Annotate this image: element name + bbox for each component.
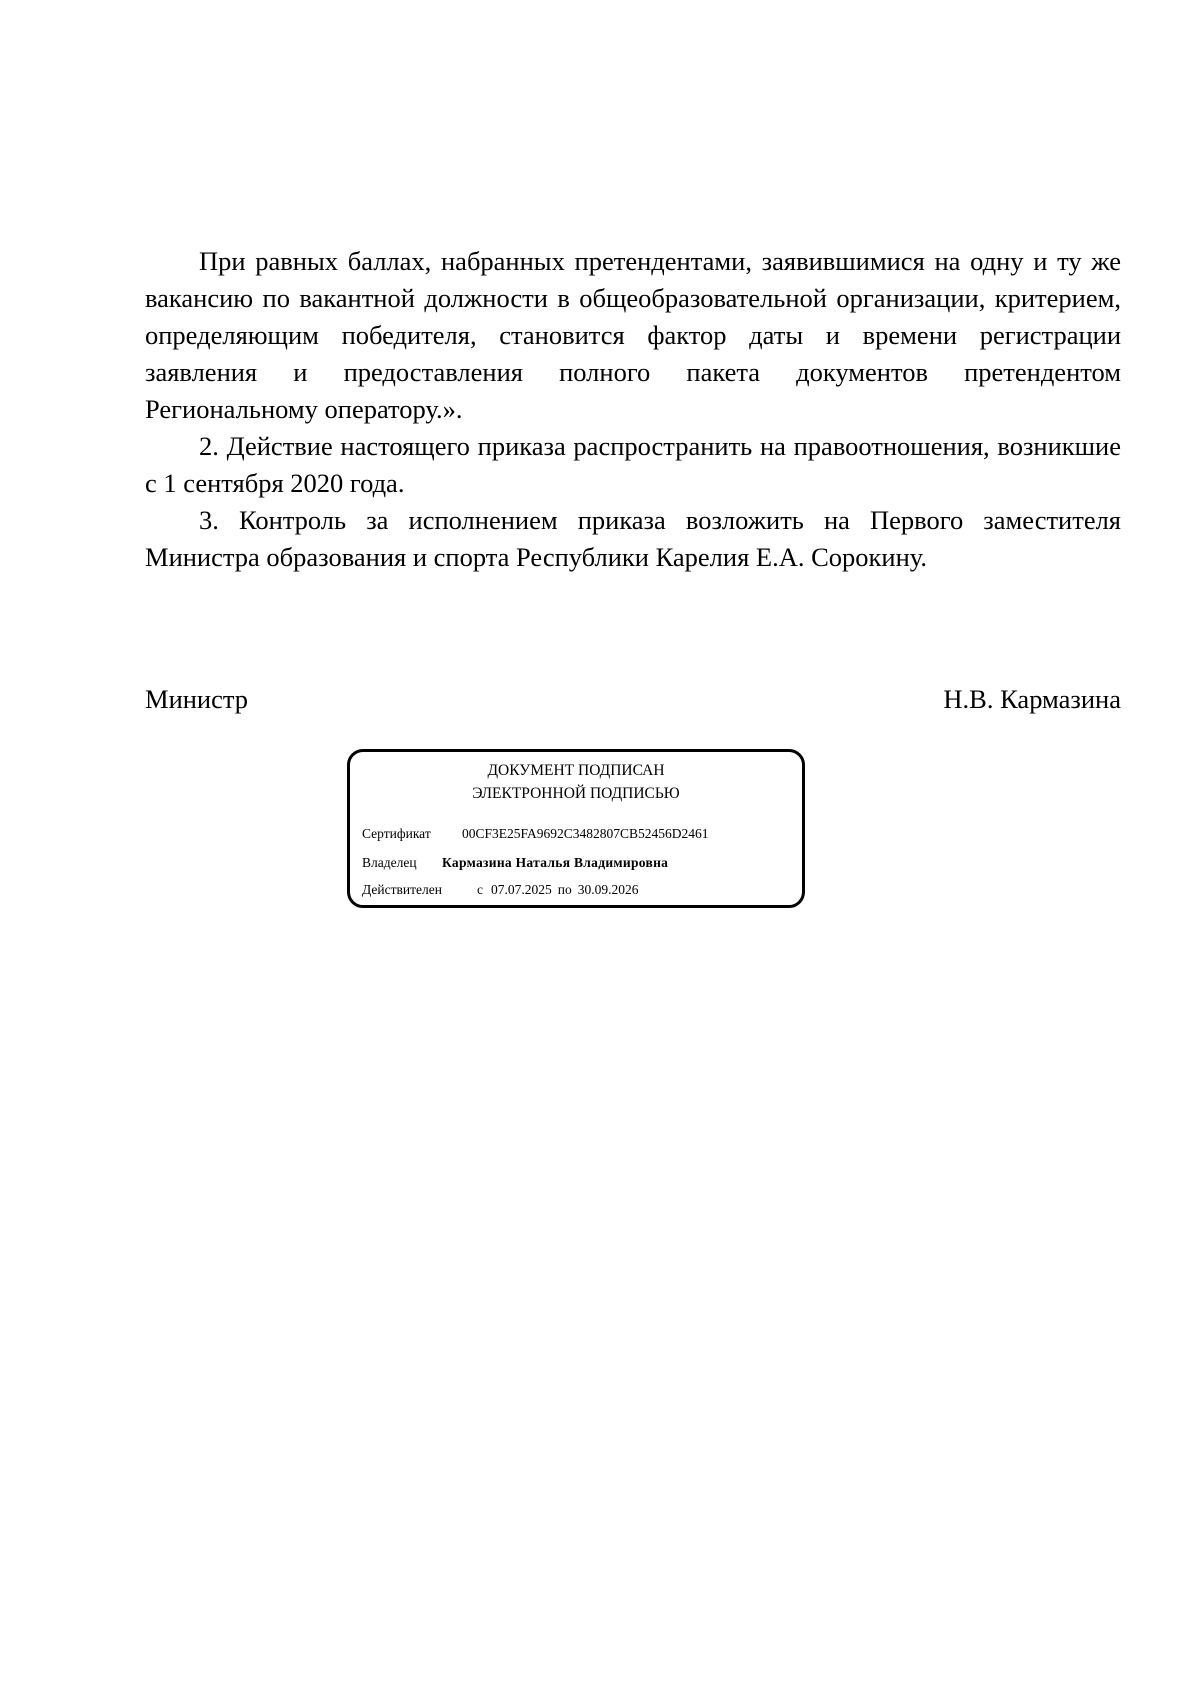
valid-label: Действителен xyxy=(362,882,442,897)
certificate-label: Сертификат xyxy=(362,826,431,841)
stamp-title-line2: ЭЛЕКТРОННОЙ ПОДПИСЬЮ xyxy=(472,785,680,802)
valid-from-word: с xyxy=(477,882,483,897)
valid-to-word: по xyxy=(557,882,572,897)
electronic-signature-stamp xyxy=(347,749,805,908)
document-body xyxy=(145,243,1121,576)
owner-label: Владелец xyxy=(362,855,417,870)
valid-from-date: 07.07.2025 xyxy=(491,882,552,897)
signatory-name: Н.В. Кармазина xyxy=(943,684,1121,714)
stamp-certificate-row xyxy=(362,825,792,843)
stamp-validity-row xyxy=(362,881,792,899)
stamp-title-line1: ДОКУМЕНТ ПОДПИСАН xyxy=(487,762,665,779)
certificate-value: 00CF3E25FA9692C3482807CB52456D2461 xyxy=(462,826,709,841)
paragraph-control: 3. Контроль за исполнением приказа возложить на Первого заместителя Министра образования и спорта Республики Карелия Е.А. Сорокину. xyxy=(145,505,1121,572)
signatory-position: Министр xyxy=(145,684,249,714)
signature-block xyxy=(145,681,1121,718)
valid-to-date: 30.09.2026 xyxy=(577,882,639,897)
stamp-owner-row xyxy=(362,854,792,872)
paragraph-effective-date: 2. Действие настоящего приказа распространить на правоотношения, возникшие с 1 сентября 2020 года. xyxy=(145,431,1121,498)
owner-value: Кармазина Наталья Владимировна xyxy=(442,855,669,870)
paragraph-equal-scores: При равных баллах, набранных претендентами, заявившимися на одну и ту же вакансию по вакантной должности в общеобразовательной организации, критерием, определяющим победителя, становится фактор даты и времени регистрации заявления и предоставления полного пакета документов претендентом Региональному оператору.». xyxy=(145,246,1121,424)
